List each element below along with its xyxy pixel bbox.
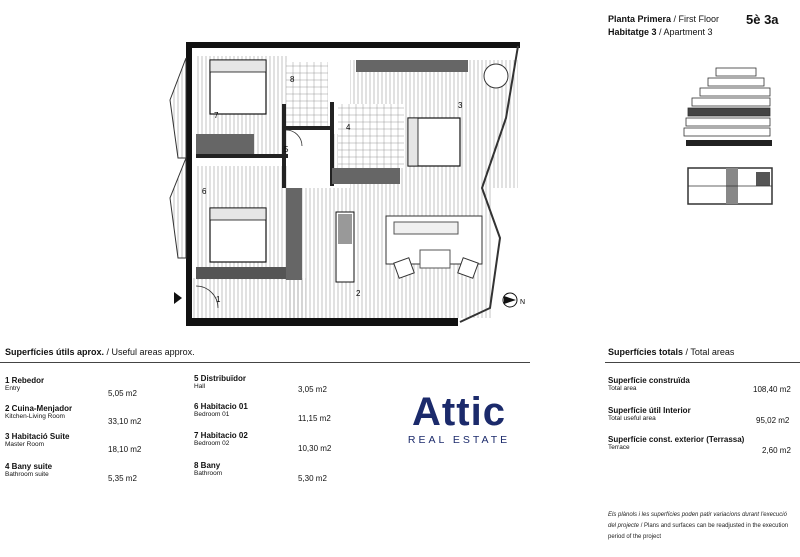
- svg-text:4: 4: [346, 123, 351, 132]
- area-value: 95,02 m2: [756, 416, 790, 425]
- area-value: 33,10 m2: [108, 417, 142, 426]
- list-item: 1 Rebedor Entry: [5, 376, 45, 392]
- useful-areas-title: Superfícies útils aprox. / Useful areas approx.: [5, 347, 195, 357]
- area-value: 18,10 m2: [108, 445, 142, 454]
- list-item: 6 Habitacio 01 Bedroom 01: [194, 402, 248, 418]
- north-label: N: [520, 299, 526, 306]
- area-value: 10,30 m2: [298, 444, 332, 453]
- list-item: Superfície útil Interior Total useful area: [608, 406, 691, 422]
- company-logo: Attic REAL ESTATE: [407, 390, 511, 446]
- apartment-en: Apartment 3: [663, 27, 713, 37]
- floor-en: First Floor: [678, 14, 720, 24]
- svg-text:6: 6: [202, 187, 207, 196]
- list-item: Superfície const. exterior (Terrassa) Terrace: [608, 435, 745, 451]
- list-item: 4 Bany suite Bathroom suite: [5, 462, 53, 478]
- list-item: 5 Distribuïdor Hall: [194, 374, 247, 390]
- divider: [605, 362, 800, 363]
- apartment-ca: Habitatge 3: [608, 27, 657, 37]
- building-section-thumbnail: [676, 62, 776, 148]
- svg-text:2: 2: [356, 289, 361, 298]
- divider: [0, 362, 530, 363]
- svg-text:7: 7: [214, 111, 219, 120]
- header: [608, 12, 719, 38]
- list-item: 8 Bany Bathroom: [194, 461, 223, 477]
- area-value: 3,05 m2: [298, 385, 327, 394]
- area-value: 108,40 m2: [753, 385, 791, 394]
- svg-text:8: 8: [290, 75, 295, 84]
- apartment-line: Habitatge 3 / Apartment 3: [608, 27, 713, 37]
- disclaimer: Els plànols i les superfícies poden patir variacions durant l'execució del projecte / Plans and surfaces can be readjusted in the execution period of the project: [608, 512, 789, 540]
- unit-label: 5è 3a: [746, 12, 779, 27]
- area-value: 11,15 m2: [298, 414, 331, 423]
- list-item: 3 Habitació Suite Master Room: [5, 432, 70, 448]
- floor-ca: Planta Primera: [608, 14, 672, 24]
- area-value: 5,30 m2: [298, 474, 327, 483]
- list-item: 7 Habitacio 02 Bedroom 02: [194, 431, 248, 447]
- svg-text:1: 1: [216, 295, 221, 304]
- list-item: 2 Cuina-Menjador Kitchen-Living Room: [5, 404, 73, 420]
- area-value: 2,60 m2: [762, 446, 791, 455]
- total-areas-title: Superfícies totals / Total areas: [608, 347, 735, 357]
- area-value: 5,35 m2: [108, 474, 137, 483]
- area-value: 5,05 m2: [108, 389, 137, 398]
- key-plan-thumbnail: [686, 166, 774, 206]
- list-item: Superfície construïda Total area: [608, 376, 690, 392]
- svg-text:3: 3: [458, 101, 463, 110]
- floor-line: Planta Primera / First Floor: [608, 14, 720, 24]
- svg-text:5: 5: [284, 145, 289, 154]
- floor-plan: [160, 38, 540, 330]
